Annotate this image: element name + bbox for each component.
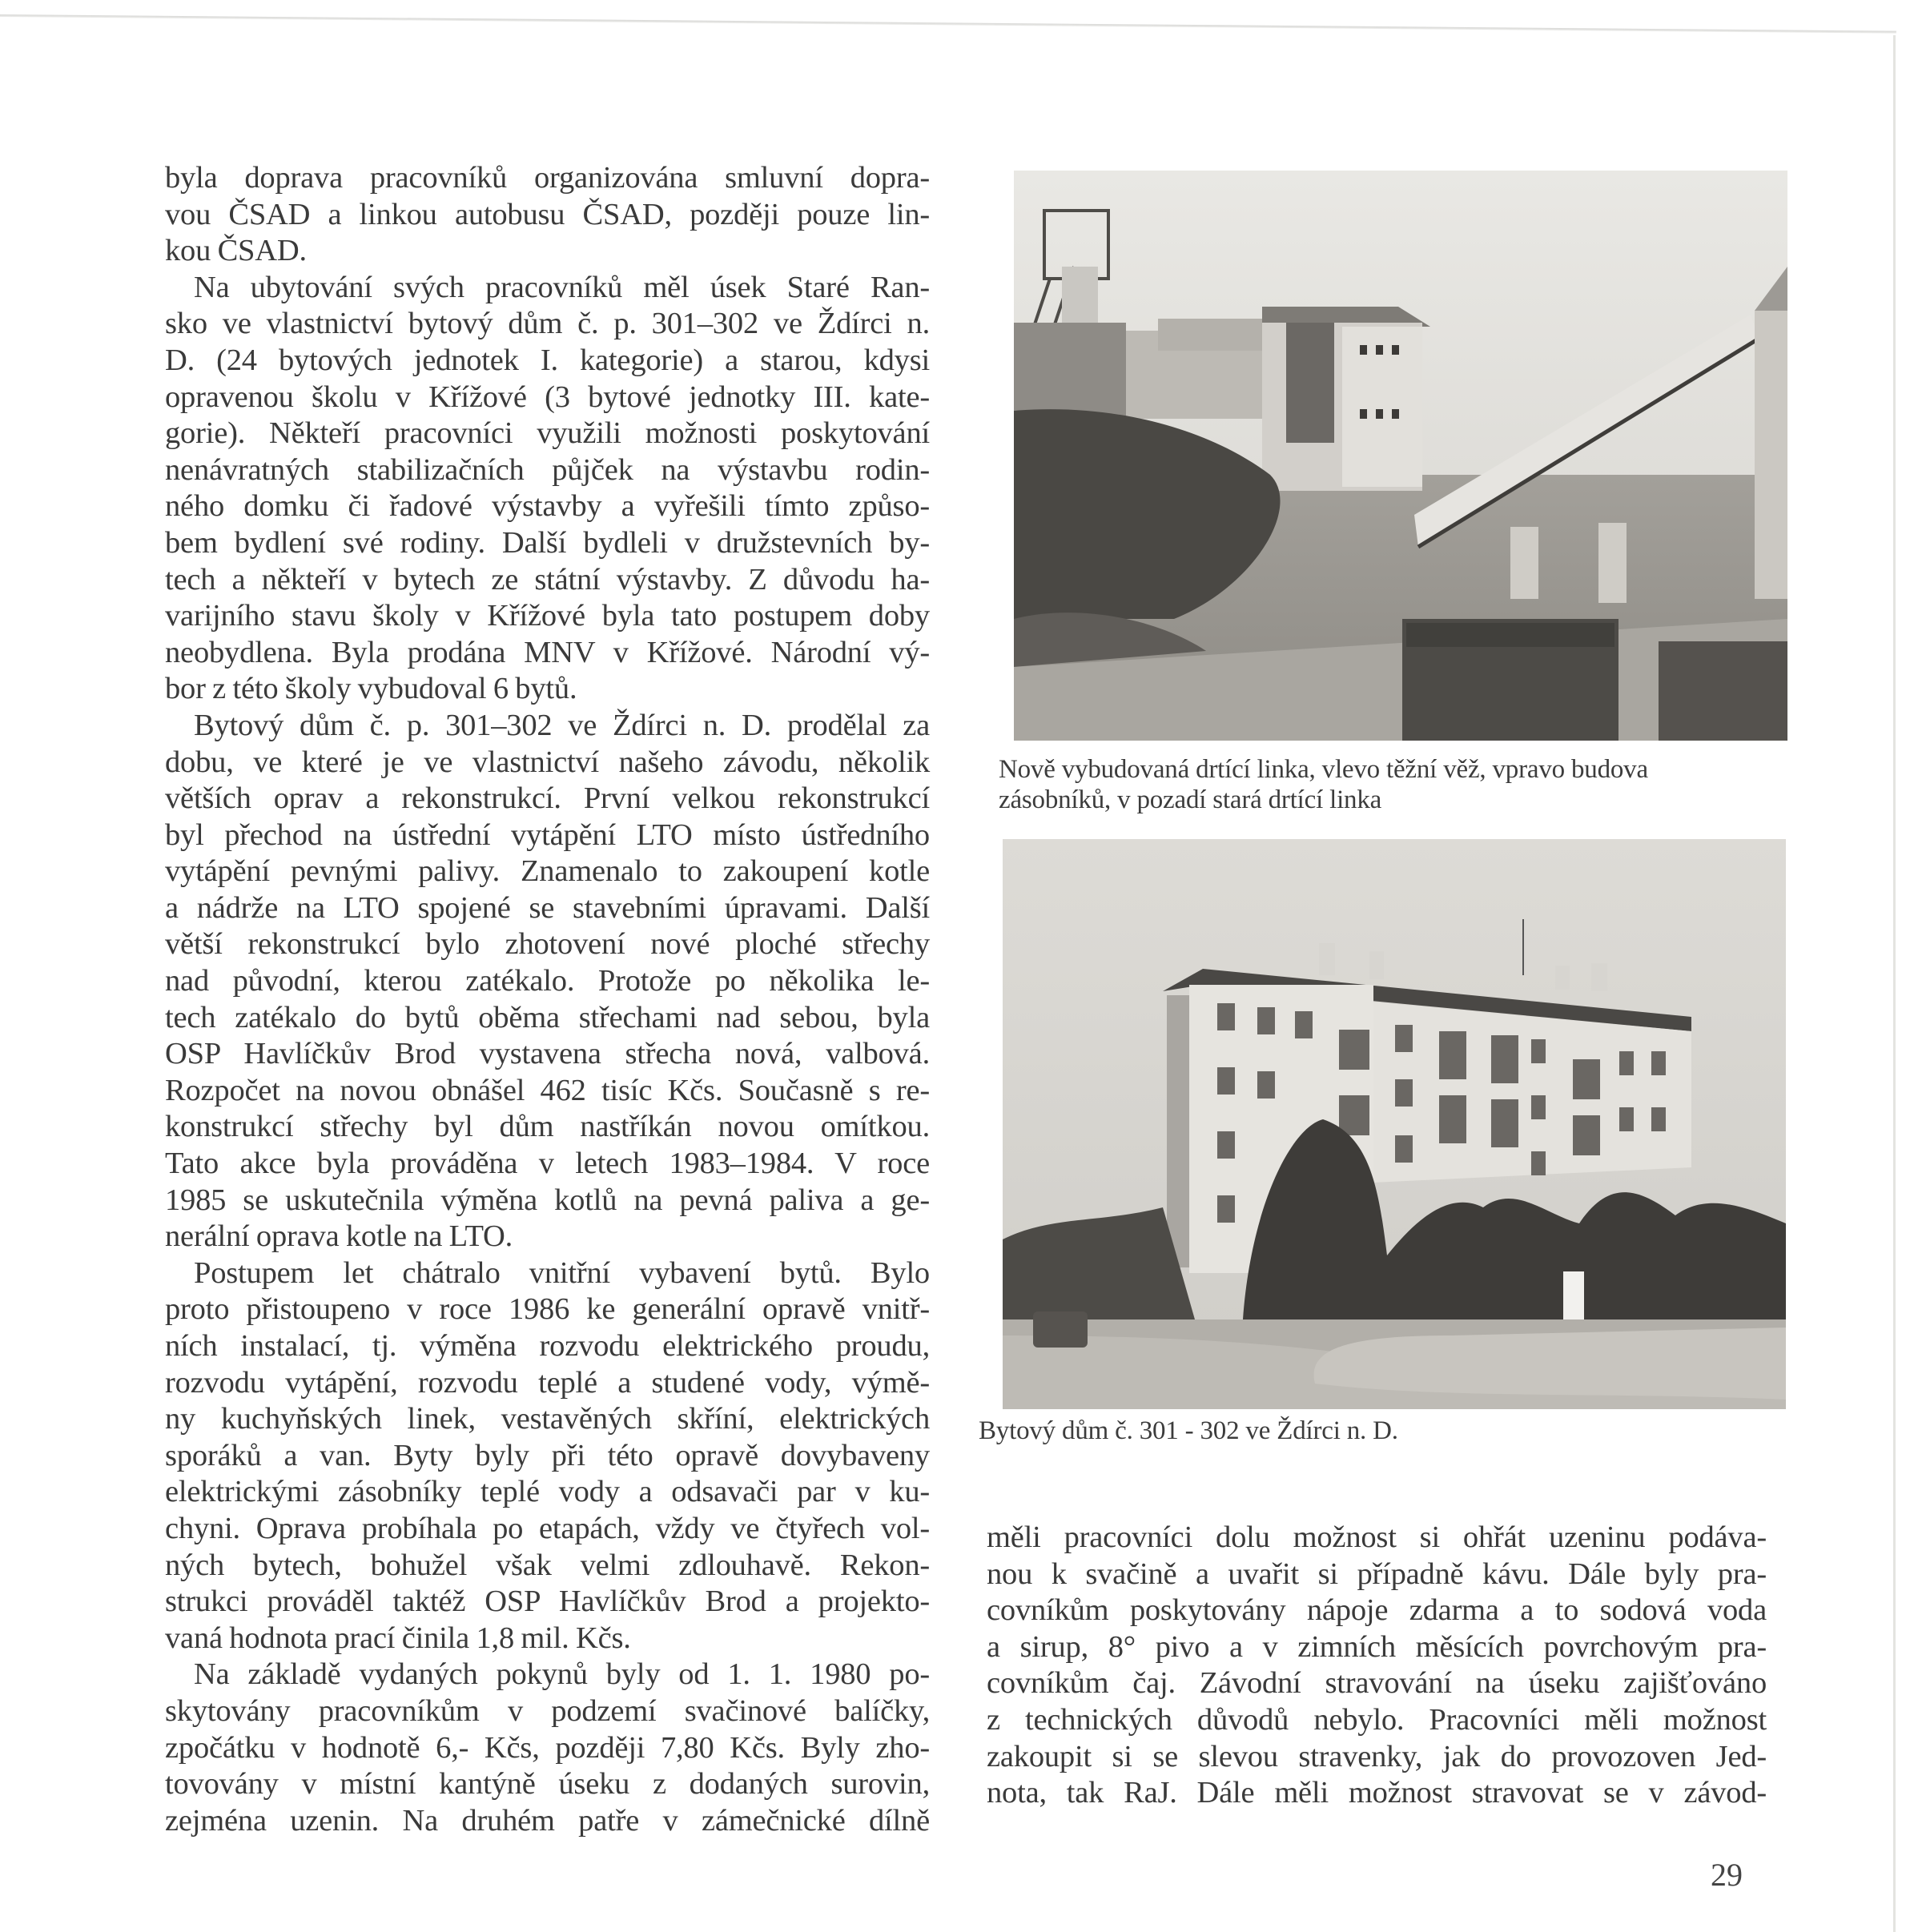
text-line: nota, tak RaJ. Dále měli možnost stravovat se v závod- xyxy=(987,1776,1767,1810)
text-line: bor z této školy vybudoval 6 bytů. xyxy=(165,672,577,706)
text-line: byl přechod na ústřední vytápění LTO místo ústředního xyxy=(165,817,930,852)
text-line: elektrickými zásobníky teplé vody a odsavači par v ku- xyxy=(165,1475,930,1509)
text-line: větších oprav a rekonstrukcí. První velkou rekonstrukcí xyxy=(165,781,930,816)
text-line: Rozpočet na novou obnášel 462 tisíc Kčs. Současně s re- xyxy=(165,1073,930,1107)
text-line: vytápění pevnými palivy. Znamenalo to zakoupení kotle xyxy=(165,854,930,889)
page-edge-right xyxy=(1893,35,1896,1932)
text-line: ních instalací, tj. výměna rozvodu elektrického proudu, xyxy=(165,1329,930,1363)
text-line: covníkům poskytovány nápoje zdarma a to sodová voda xyxy=(987,1593,1767,1628)
text-line: skytovány pracovníkům v podzemí svačinové balíčky, xyxy=(165,1693,930,1728)
text-line: nad původní, kterou zatékalo. Protože po několika le- xyxy=(165,964,930,998)
text-line: vaná hodnota prací činila 1,8 mil. Kčs. xyxy=(165,1621,631,1655)
text-line: covníkům čaj. Závodní stravování na úseku zajišťováno xyxy=(987,1666,1767,1701)
caption-line: Bytový dům č. 301 - 302 ve Ždírci n. D. xyxy=(979,1416,1398,1445)
text-line: kou ČSAD. xyxy=(165,234,307,268)
text-line: ných bytech, bohužel však velmi zdlouhavě. Rekon- xyxy=(165,1548,930,1582)
text-line: sko ve vlastnictví bytový dům č. p. 301–302 ve Ždírci n. xyxy=(165,307,930,341)
text-line: zpočátku v hodnotě 6,- Kčs, později 7,80 Kčs. Byly zho- xyxy=(165,1730,930,1765)
text-line: neobydlena. Byla prodána MNV v Křížové. Národní vý- xyxy=(165,635,930,669)
text-line: ného domku či řadové výstavby a vyřešili tímto způso- xyxy=(165,489,930,524)
text-line: byla doprava pracovníků organizována smluvní dopra- xyxy=(165,161,930,195)
text-line: a sirup, 8° pivo a v zimních měsících povrchovým pra- xyxy=(987,1629,1767,1664)
text-line: bem bydlení své rodiny. Další bydleli v družstevních by- xyxy=(165,525,930,560)
text-line: větší rekonstrukcí bylo zhotovení nové ploché střechy xyxy=(165,927,930,962)
text-line: sporáků a van. Byty byly při této opravě dovybaveny xyxy=(165,1438,930,1472)
caption-line: zásobníků, v pozadí stará drtící linka xyxy=(999,785,1382,814)
text-line: opravenou školu v Křížové (3 bytové jednotky III. kate- xyxy=(165,380,930,414)
text-line: chyni. Oprava probíhala po etapách, vždy ve čtyřech vol- xyxy=(165,1511,930,1545)
text-line: OSP Havlíčkův Brod vystavena střecha nová, valbová. xyxy=(165,1037,930,1071)
figure-caption-1 xyxy=(999,754,1783,815)
text-line: D. (24 bytových jednotek I. kategorie) a starou, kdysi xyxy=(165,343,930,377)
text-line: dobu, ve které je ve vlastnictví našeho závodu, několik xyxy=(165,745,930,779)
text-line: 1985 se uskutečnila výměna kotlů na pevná paliva a ge- xyxy=(165,1183,930,1217)
text-line: strukci prováděl taktéž OSP Havlíčkův Brod a projekto- xyxy=(165,1585,930,1619)
text-line: konstrukcí střechy byl dům nastříkán novou omítkou. xyxy=(165,1110,930,1144)
text-line: Na základě vydaných pokynů byly od 1. 1. 1980 po- xyxy=(194,1657,930,1692)
text-line: nerální oprava kotle na LTO. xyxy=(165,1219,513,1254)
text-line: tech zatékalo do bytů oběma střechami nad sebou, byla xyxy=(165,1000,930,1034)
page-number: 29 xyxy=(1711,1857,1743,1893)
text-line: tech a někteří v bytech ze státní výstavby. Z důvodu ha- xyxy=(165,562,930,596)
text-line: tovovány v místní kantýně úseku z dodaných surovin, xyxy=(165,1767,930,1801)
crushing-line-photo-image xyxy=(1014,171,1787,741)
text-line: varijního stavu školy v Křížové byla tato postupem doby xyxy=(165,599,930,633)
text-line: Tato akce byla prováděna v letech 1983–1984. V roce xyxy=(165,1147,930,1181)
text-line: z technických důvodů nebylo. Pracovníci měli možnost xyxy=(987,1702,1767,1737)
text-line: Bytový dům č. p. 301–302 ve Ždírci n. D. prodělal za xyxy=(194,708,930,742)
text-line: vou ČSAD a linkou autobusu ČSAD, později pouze lin- xyxy=(165,197,930,231)
text-line: rozvodu vytápění, rozvodu teplé a studené vody, výmě- xyxy=(165,1365,930,1400)
right-text-column xyxy=(987,1520,1767,1812)
text-line: Na ubytování svých pracovníků měl úsek Staré Ran- xyxy=(194,270,930,304)
figure-caption-2 xyxy=(979,1416,1763,1446)
text-line: zakoupit si se slevou stravenky, jak do provozoven Jed- xyxy=(987,1739,1767,1773)
text-line: nenávratných stabilizačních půjček na výstavbu rodin- xyxy=(165,452,930,487)
text-line: zejména uzenin. Na druhém patře v zámečnické dílně xyxy=(165,1803,930,1838)
text-line: gorie). Někteří pracovníci využili možnosti poskytování xyxy=(165,416,930,451)
text-line: měli pracovníci dolu možnost si ohřát uzeninu podáva- xyxy=(987,1520,1767,1554)
text-line: Postupem let chátralo vnitřní vybavení bytů. Bylo xyxy=(194,1255,930,1290)
text-line: a nádrže na LTO spojené se stavebními úpravami. Další xyxy=(165,890,930,925)
apartment-building-photo-image xyxy=(1003,839,1786,1409)
crushing-line-photo xyxy=(1014,171,1787,741)
page-edge-top xyxy=(0,14,1896,34)
left-text-column xyxy=(165,160,930,1839)
text-line: ny kuchyňských linek, vestavěných skříní, elektrických xyxy=(165,1402,930,1436)
text-line: proto přistoupeno v roce 1986 ke generální opravě vnitř- xyxy=(165,1292,930,1327)
caption-line: Nově vybudovaná drtící linka, vlevo těžní věž, vpravo budova xyxy=(999,755,1648,784)
text-line: nou k svačině a uvařit si případně kávu. Dále byly pra- xyxy=(987,1556,1767,1591)
apartment-building-photo xyxy=(1003,839,1786,1409)
